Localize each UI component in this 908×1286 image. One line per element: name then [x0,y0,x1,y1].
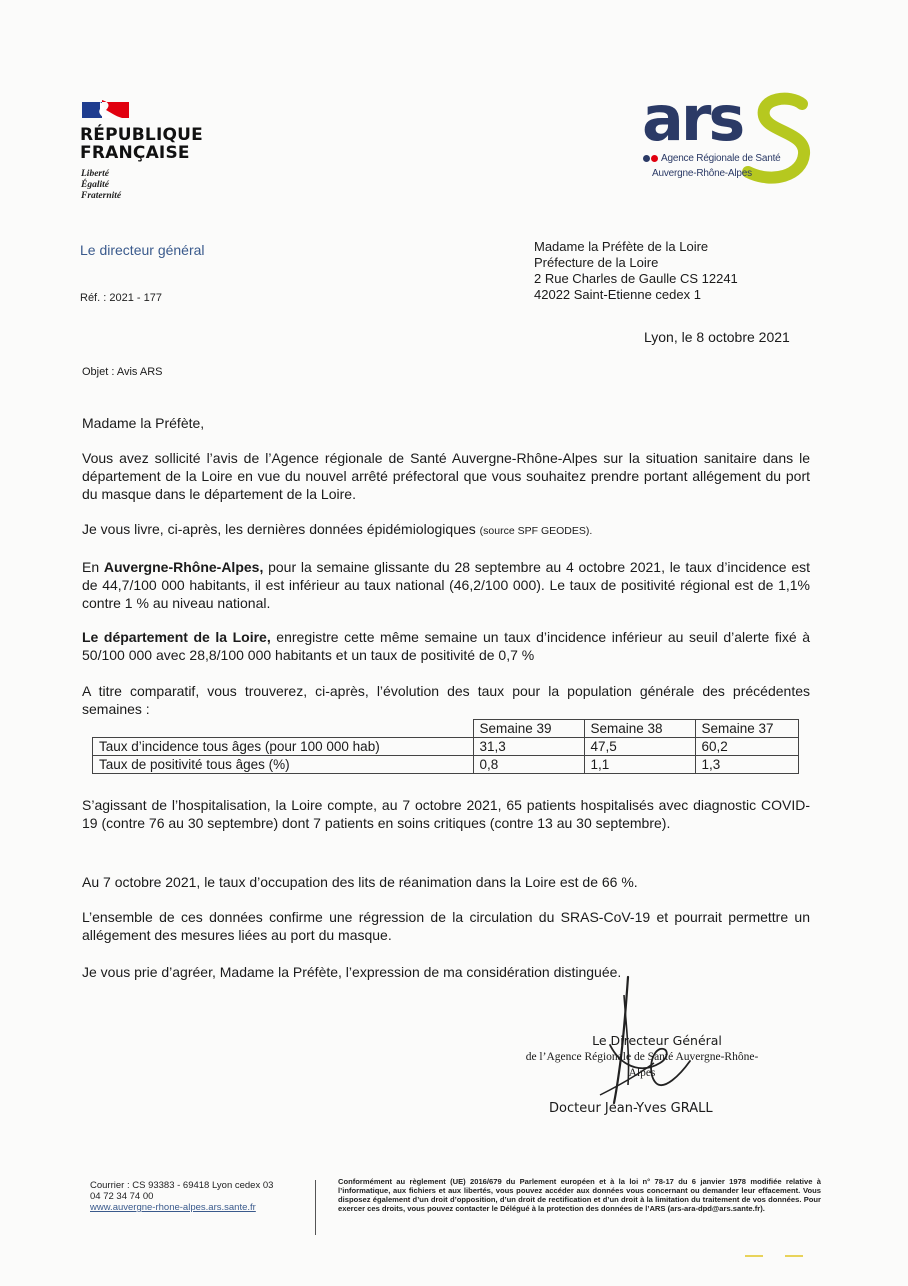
ars-agency-label: Agence Régionale de Santé [643,153,781,164]
signatory-name: Docteur Jean-Yves GRALL [549,1101,713,1116]
region-name: Auvergne-Rhône-Alpes, [103,559,264,575]
footer-legal-notice: Conformément au règlement (UE) 2016/679 du Parlement européen et à la loi n° 78-17 du 6 janvier 1978 modifiée relative à l’informatique, aux fichiers et aux libertés, vous pouvez accéder aux données vous concernant ou demander leur effacement. Vous disposez également d’un droit d’opposition, d’un droit de rectification et d’un droit à la limitation du traitement de vos données. Pour exercer ces droits, vous pouvez contacter le Délégué à la protection des données de l’ARS (ars-ara-dpd@ars.sante.fr). [338,1177,821,1213]
department-name: Le département de la Loire, [82,629,271,645]
table-cell: Taux d’incidence tous âges (pour 100 000 hab) [93,738,474,756]
table-header-cell [93,720,474,738]
table-cell: 1,3 [695,756,798,774]
paragraph-department: Le département de la Loire, enregistre cette même semaine un taux d’incidence inférieur au seuil d’alerte fixé à 50/100 000 avec 28,8/100 000 habitants et un taux de positivité de 0,7 % [82,629,810,663]
ars-dots-icon [643,155,658,162]
table-header-row [93,720,799,738]
table-cell: 1,1 [584,756,695,774]
table-header-cell: Semaine 37 [695,720,798,738]
table-cell: 0,8 [473,756,584,774]
salutation: Madame la Préfète, [82,415,205,431]
table-cell: Taux de positivité tous âges (%) [93,756,474,774]
recipient-address: Madame la Préfète de la Loire Préfecture de la Loire 2 Rue Charles de Gaulle CS 12241 42022 Saint-Etienne cedex 1 [534,239,738,302]
ars-logo-text: ars [642,92,743,155]
republique-francaise-name: RÉPUBLIQUE FRANÇAISE [80,125,203,163]
paragraph-closing: Je vous prie d’agréer, Madame la Préfète, l’expression de ma considération distinguée. [82,964,622,980]
reference-number: Réf. : 2021 - 177 [80,292,162,304]
footer-website-link[interactable]: www.auvergne-rhone-alpes.ars.sante.fr [90,1202,256,1213]
paragraph-hospitalisation: S’agissant de l’hospitalisation, la Loire compte, au 7 octobre 2021, 65 patients hospitalisés avec diagnostic COVID-19 (contre 76 au 30 septembre) dont 7 patients en soins critiques (contre 13 au 30 septembre). [82,797,810,831]
paragraph-icu-occupancy: Au 7 octobre 2021, le taux d’occupation des lits de réanimation dans la Loire est de 66 %. [82,874,638,890]
table-cell: 31,3 [473,738,584,756]
footer-address: Courrier : CS 93383 - 69418 Lyon cedex 03 [90,1180,274,1191]
table-header-cell: Semaine 38 [584,720,695,738]
paragraph-request: Vous avez sollicité l’avis de l’Agence régionale de Santé Auvergne-Rhône-Alpes sur la situation sanitaire dans le département de la Loire en vue du nouvel arrêté préfectoral que vous souhaitez prendre portant allégement du port du masque dans le département de la Loire. [82,450,810,502]
footer-divider [315,1180,316,1235]
footer-contact [90,1180,273,1213]
footer-decoration [745,1254,805,1258]
sender-title: Le directeur général [80,242,205,258]
paragraph-data-source: Je vous livre, ci-après, les dernières données épidémiologiques (source SPF GEODES). [82,521,593,537]
table-row [93,738,799,756]
table-row [93,756,799,774]
ars-region-label: Auvergne-Rhône-Alpes [652,168,752,179]
marianne-logo-icon [82,100,129,120]
data-source: (source SPF GEODES). [479,525,593,537]
table-cell: 47,5 [584,738,695,756]
footer-phone: 04 72 34 74 00 [90,1191,154,1202]
paragraph-conclusion: L’ensemble de ces données confirme une régression de la circulation du SRAS-CoV-19 et pourrait permettre un allégement des mesures liées au port du masque. [82,909,810,943]
table-cell: 60,2 [695,738,798,756]
paragraph-region: En Auvergne-Rhône-Alpes, pour la semaine glissante du 28 septembre au 4 octobre 2021, le taux d’incidence est de 44,7/100 000 habitants, il est inférieur au taux national (46,2/100 000). Le taux de positivité régional est de 1,1% contre 1 % au niveau national. [82,559,810,611]
signatory-title: Le Directeur Général de l’Agence Régionale de Santé Auvergne-Rhône-Alpes [525,1033,759,1079]
table-header-cell: Semaine 39 [473,720,584,738]
letter-date: Lyon, le 8 octobre 2021 [644,329,790,345]
letter-subject: Objet : Avis ARS [82,366,163,378]
paragraph-comparison: A titre comparatif, vous trouverez, ci-après, l’évolution des taux pour la population générale des précédentes semaines : [82,683,810,717]
weekly-rates-table [92,719,799,774]
republique-motto: Liberté Égalité Fraternité [81,169,122,201]
